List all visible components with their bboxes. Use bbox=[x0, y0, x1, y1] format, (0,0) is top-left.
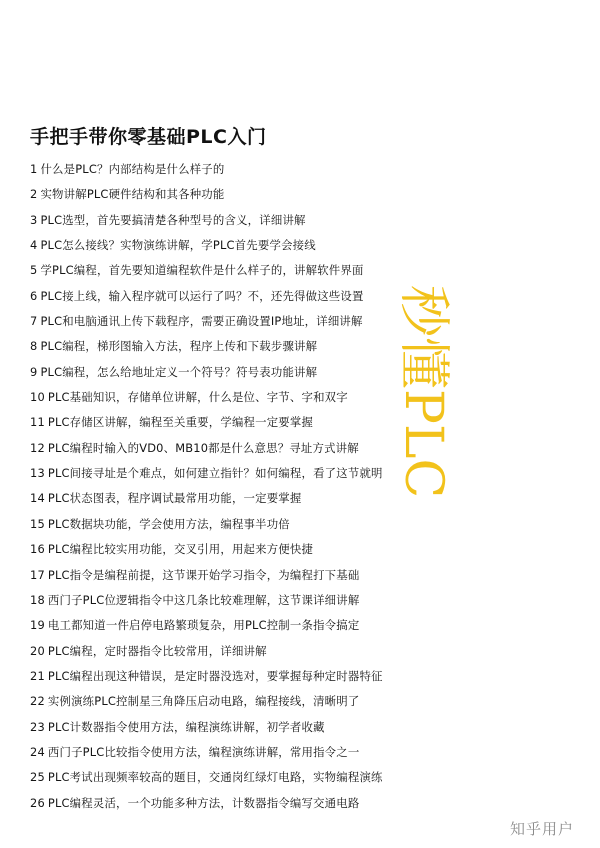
list-item bbox=[30, 537, 430, 562]
item-number: 1 bbox=[30, 162, 38, 176]
item-text: PLC编程时输入的VD0、MB10都是什么意思？寻址方式讲解 bbox=[47, 440, 359, 455]
list-item bbox=[30, 689, 430, 714]
list-item bbox=[30, 791, 430, 816]
list-item bbox=[30, 765, 430, 790]
item-number: 21 bbox=[30, 668, 45, 683]
item-text: PLC数据块功能，学会使用方法，编程事半功倍 bbox=[47, 516, 290, 531]
list-item bbox=[30, 309, 430, 334]
item-number: 8 bbox=[30, 339, 38, 354]
item-text: PLC基础知识，存储单位讲解，什么是位、字节、字和双字 bbox=[47, 390, 348, 405]
item-text: PLC编程，梯形图输入方法，程序上传和下载步骤讲解 bbox=[40, 339, 318, 354]
list-item bbox=[30, 385, 430, 410]
item-number: 18 bbox=[30, 592, 45, 607]
item-text: PLC考试出现频率较高的题目，交通岗红绿灯电路，实物编程演练 bbox=[47, 770, 383, 785]
list-item bbox=[30, 436, 430, 461]
item-text: PLC间接寻址是个难点，如何建立指针？如何编程，看了这节就明 bbox=[47, 466, 383, 481]
list-item bbox=[30, 613, 430, 638]
item-number: 12 bbox=[30, 440, 45, 455]
side-title bbox=[393, 285, 473, 555]
item-number: 6 bbox=[30, 288, 38, 303]
item-text: 西门子PLC比较指令使用方法，编程演练讲解，常用指令之一 bbox=[47, 744, 360, 759]
list-item bbox=[30, 360, 430, 385]
item-text: PLC接上线，输入程序就可以运行了吗？不，还先得做这些设置 bbox=[40, 288, 364, 303]
list-item bbox=[30, 233, 430, 258]
item-number: 24 bbox=[30, 744, 45, 759]
list-item bbox=[30, 461, 430, 486]
list-item bbox=[30, 715, 430, 740]
list-item bbox=[30, 563, 430, 588]
item-number: 19 bbox=[30, 618, 45, 633]
item-number: 15 bbox=[30, 516, 45, 531]
item-text: PLC指令是编程前提，这节课开始学习指令，为编程打下基础 bbox=[47, 567, 360, 582]
item-number: 3 bbox=[30, 212, 38, 227]
item-number: 5 bbox=[30, 263, 38, 278]
item-text: PLC编程比较实用功能，交叉引用，用起来方便快捷 bbox=[47, 542, 314, 557]
item-text: PLC选型，首先要搞清楚各种型号的含义，详细讲解 bbox=[40, 212, 306, 227]
list-item bbox=[30, 639, 430, 664]
item-number: 25 bbox=[30, 770, 45, 785]
list-item bbox=[30, 740, 430, 765]
item-text: 西门子PLC位逻辑指令中这几条比较难理解，这节课详细讲解 bbox=[47, 592, 360, 607]
watermark: 知乎用户 bbox=[510, 820, 575, 838]
lesson-list bbox=[30, 157, 430, 816]
item-number: 2 bbox=[30, 187, 38, 202]
item-number: 17 bbox=[30, 567, 45, 582]
list-item bbox=[30, 182, 430, 207]
side-title-text: 秒懂PLC bbox=[393, 285, 453, 499]
item-number: 9 bbox=[30, 364, 38, 379]
list-item bbox=[30, 334, 430, 359]
list-item bbox=[30, 284, 430, 309]
item-number: 13 bbox=[30, 466, 45, 481]
item-text: 电工都知道一件启停电路繁琐复杂，用PLC控制一条指令搞定 bbox=[47, 618, 360, 633]
item-text: PLC编程，怎么给地址定义一个符号？符号表功能讲解 bbox=[40, 364, 318, 379]
item-number: 10 bbox=[30, 390, 45, 405]
list-item bbox=[30, 588, 430, 613]
item-text: PLC怎么接线？实物演练讲解，学PLC首先要学会接线 bbox=[40, 238, 316, 253]
item-number: 26 bbox=[30, 795, 45, 810]
item-number: 23 bbox=[30, 719, 45, 734]
list-item bbox=[30, 486, 430, 511]
list-item bbox=[30, 208, 430, 233]
item-text: 实物讲解PLC硬件结构和其各种功能 bbox=[40, 187, 225, 202]
list-item bbox=[30, 410, 430, 435]
page-title: 手把手带你零基础PLC入门 bbox=[30, 126, 267, 148]
item-text: PLC状态图表，程序调试最常用功能，一定要掌握 bbox=[47, 491, 302, 506]
item-text: PLC编程出现这种错误，是定时器没选对，要掌握每种定时器特征 bbox=[47, 668, 383, 683]
item-number: 11 bbox=[30, 415, 45, 430]
item-text: PLC编程，定时器指令比较常用，详细讲解 bbox=[47, 643, 267, 658]
item-text: PLC存储区讲解，编程至关重要，学编程一定要掌握 bbox=[47, 415, 314, 430]
item-number: 4 bbox=[30, 238, 38, 253]
item-text: PLC计数器指令使用方法，编程演练讲解，初学者收藏 bbox=[47, 719, 325, 734]
item-text: 实例演练PLC控制星三角降压启动电路，编程接线，清晰明了 bbox=[47, 694, 360, 709]
list-item bbox=[30, 664, 430, 689]
item-number: 20 bbox=[30, 643, 45, 658]
item-number: 14 bbox=[30, 491, 45, 506]
item-number: 22 bbox=[30, 694, 45, 709]
item-text: PLC编程灵活，一个功能多种方法，计数器指令编写交通电路 bbox=[47, 795, 360, 810]
item-number: 16 bbox=[30, 542, 45, 557]
item-number: 7 bbox=[30, 314, 38, 329]
item-text: PLC和电脑通讯上传下载程序，需要正确设置IP地址，详细讲解 bbox=[40, 314, 363, 329]
item-text: 什么是PLC？内部结构是什么样子的 bbox=[40, 162, 225, 176]
item-text: 学PLC编程，首先要知道编程软件是什么样子的，讲解软件界面 bbox=[40, 263, 364, 278]
list-item bbox=[30, 258, 430, 283]
list-item bbox=[30, 157, 430, 182]
list-item bbox=[30, 512, 430, 537]
